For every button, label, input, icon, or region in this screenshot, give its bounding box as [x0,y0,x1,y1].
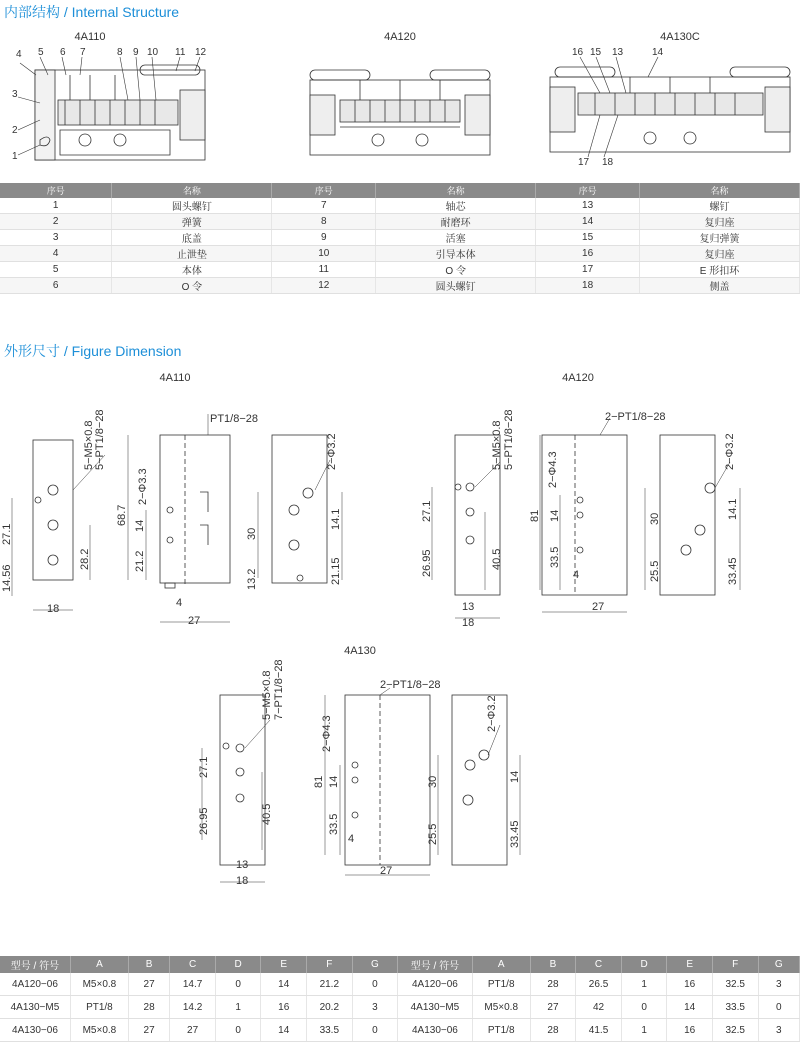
dim-b-d13: 14.1 [727,498,739,520]
table-cell: 0 [352,1019,398,1042]
dim-header-cell: D [215,956,261,973]
dim-c-d11: 30 [427,775,439,788]
table-cell: 16 [667,973,713,996]
parts-header-cell: 名称 [376,183,536,198]
table-cell: 5 [0,262,112,278]
table-cell: 26.5 [576,973,622,996]
dim-b-port2: 5−PT1/8−28 [503,409,515,470]
callout-2: 2 [12,125,18,136]
table-cell: 14 [261,973,307,996]
table-cell: 6 [0,278,112,294]
table-row [0,246,800,262]
table-cell: 底盖 [112,230,272,246]
table-cell: 11 [272,262,376,278]
table-cell: 3 [758,973,800,996]
table-cell: 14 [261,1019,307,1042]
parts-table [0,183,800,294]
table-cell: 4A130−M5 [0,996,70,1019]
table-cell: O 令 [112,278,272,294]
table-cell: 7 [272,198,376,214]
dim-c-pt: 2−PT1/8−28 [380,679,441,691]
table-cell: 41.5 [576,1019,622,1042]
dim-a-d9: 27 [188,615,201,627]
dimension-model-label-1: 4A110 [159,372,191,384]
callout-4: 4 [16,49,22,60]
dim-a-pt: PT1/8−28 [210,413,259,425]
table-cell: 20.2 [307,996,353,1019]
table-cell: 21.2 [307,973,353,996]
table-cell: 3 [758,1019,800,1042]
table-row [0,996,800,1019]
dim-header-cell: 型号 / 符号 [0,956,70,973]
dim-a-hole: 2−Φ3.3 [137,468,149,505]
table-cell: 1 [215,996,261,1019]
table-cell: 4A120−06 [398,973,473,996]
table-cell: 1 [0,198,112,214]
dim-a-d12: 14.1 [330,508,342,530]
table-cell: 复归座 [640,214,800,230]
table-cell: 侧盖 [640,278,800,294]
dim-b-hole2: 2−Φ3.2 [724,433,736,470]
callout-8: 8 [117,47,123,58]
table-cell: PT1/8 [70,996,128,1019]
table-cell: M5×0.8 [70,973,128,996]
dim-header-cell: E [667,956,713,973]
dim-b-d1: 27.1 [421,500,433,522]
table-cell: 14.7 [170,973,216,996]
table-cell: 本体 [112,262,272,278]
callout-1: 1 [12,151,18,162]
dim-a-d11: 13.2 [246,568,258,590]
section-title-internal: 内部结构 / Internal Structure [4,4,180,20]
table-cell: O 令 [376,262,536,278]
section-title-dimension: 外形尺寸 / Figure Dimension [4,343,182,359]
callout-16: 16 [572,47,584,58]
dim-c-d14: 33.45 [509,820,521,848]
structure-drawing-4a120 [300,65,500,160]
dimension-model-label-2: 4A120 [562,372,594,384]
dim-b-hole: 2−Φ4.3 [547,451,559,488]
table-cell: 32.5 [712,1019,758,1042]
table-cell: 4 [0,246,112,262]
callout-3: 3 [12,89,18,100]
table-cell: 17 [536,262,640,278]
structure-drawing-4a130c [540,45,795,170]
dim-b-d7: 14 [549,509,561,522]
dim-a-d8: 4 [176,597,183,609]
table-cell: 4A130−06 [0,1019,70,1042]
dim-a-d10: 30 [246,527,258,540]
dim-a-d7: 21.2 [134,550,146,572]
dim-header-cell: E [261,956,307,973]
table-row [0,278,800,294]
table-row [0,1019,800,1042]
table-cell: 12 [272,278,376,294]
callout-18: 18 [602,157,614,168]
dim-b-d14: 33.45 [727,557,739,585]
parts-header-cell: 序号 [536,183,640,198]
callout-14: 14 [652,47,664,58]
parts-header-cell: 名称 [112,183,272,198]
dim-header-cell: C [170,956,216,973]
dim-a-hole2: 2−Φ3.2 [326,433,338,470]
dim-header-cell: G [758,956,800,973]
dim-c-d6: 81 [313,775,325,788]
table-cell: 耐磨环 [376,214,536,230]
dim-header-cell: B [530,956,576,973]
table-cell: 14 [536,214,640,230]
dim-c-d3: 40.5 [261,803,273,825]
dim-a-d3: 28.2 [79,548,91,570]
dim-a-d6: 14 [134,519,146,532]
table-cell: 16 [667,1019,713,1042]
callout-15: 15 [590,47,602,58]
table-cell: 32.5 [712,973,758,996]
table-cell: 13 [536,198,640,214]
dim-c-d5: 18 [236,875,249,887]
table-cell: 27 [128,973,169,996]
table-cell: 4A130−M5 [398,996,473,1019]
dim-c-d13: 14 [509,770,521,783]
dim-b-d4: 13 [462,601,475,613]
table-cell: 3 [0,230,112,246]
dim-header-cell: D [621,956,667,973]
parts-header-cell: 序号 [0,183,112,198]
table-cell: 弹簧 [112,214,272,230]
callout-11: 11 [175,47,186,58]
dim-c-d12: 25.5 [427,823,439,845]
structure-model-label-3: 4A130C [660,31,700,43]
parts-header-cell: 名称 [640,183,800,198]
table-cell: 复归弹簧 [640,230,800,246]
table-cell: 0 [215,973,261,996]
dim-a-d13: 21.15 [330,557,342,585]
table-cell: 28 [128,996,169,1019]
dim-b-d2: 26.95 [421,549,433,577]
dim-a-d5: 68.7 [116,504,128,526]
dim-a-d2: 14.56 [1,564,13,592]
dim-header-cell: C [576,956,622,973]
structure-model-label-2: 4A120 [384,31,416,43]
structure-drawing-4a110 [0,45,220,170]
table-cell: 28 [530,973,576,996]
dim-c-port2: 7−PT1/8−28 [273,659,285,720]
table-cell: 0 [352,973,398,996]
dim-a-port: 5−M5×0.8 [83,420,95,470]
dim-header-cell: F [712,956,758,973]
structure-model-label-1: 4A110 [74,31,106,43]
table-cell: 9 [272,230,376,246]
dimension-drawing-4a120 [420,400,800,635]
dim-a-port2: 5−PT1/8−28 [94,409,106,470]
dimension-drawing-4a130 [190,659,550,895]
table-row [0,214,800,230]
table-cell: 16 [261,996,307,1019]
parts-table-header-row [0,183,800,198]
dim-header-cell: A [70,956,128,973]
table-cell: 止泄垫 [112,246,272,262]
table-row [0,973,800,996]
table-cell: 圆头螺钉 [376,278,536,294]
dim-b-d10: 27 [592,601,605,613]
table-cell: 10 [272,246,376,262]
dim-c-d10: 27 [380,865,393,877]
table-cell: 18 [536,278,640,294]
table-cell: 圆头螺钉 [112,198,272,214]
callout-13: 13 [612,47,624,58]
dim-b-d3: 40.5 [491,548,503,570]
dim-c-d8: 33.5 [328,813,340,835]
dim-c-d9: 4 [348,833,355,845]
table-cell: M5×0.8 [472,996,530,1019]
dim-b-d5: 18 [462,617,475,629]
callout-7: 7 [80,47,86,58]
dim-c-port: 5−M5×0.8 [261,670,273,720]
table-cell: 4A120−06 [0,973,70,996]
table-cell: 27 [128,1019,169,1042]
table-cell: 复归座 [640,246,800,262]
dim-header-cell: F [307,956,353,973]
table-cell: 8 [272,214,376,230]
table-cell: 33.5 [307,1019,353,1042]
dim-a-d1: 27.1 [1,523,13,545]
table-cell: 27 [530,996,576,1019]
table-row [0,230,800,246]
table-cell: 33.5 [712,996,758,1019]
table-cell: 活塞 [376,230,536,246]
table-cell: 14.2 [170,996,216,1019]
table-cell: 0 [758,996,800,1019]
dimension-table [0,956,800,1042]
dim-b-d8: 33.5 [549,546,561,568]
dim-b-pt: 2−PT1/8−28 [605,411,666,423]
dim-c-d7: 14 [328,775,340,788]
callout-12: 12 [195,47,207,58]
table-row [0,198,800,214]
callout-9: 9 [133,47,139,58]
dim-header-cell: G [352,956,398,973]
dim-header-cell: 型号 / 符号 [398,956,473,973]
table-cell: PT1/8 [472,973,530,996]
dim-c-hole2: 2−Φ3.2 [486,695,498,732]
table-cell: 16 [536,246,640,262]
table-cell: 1 [621,1019,667,1042]
dim-table-header-row [0,956,800,973]
dim-header-cell: B [128,956,169,973]
dim-c-hole: 2−Φ4.3 [321,715,333,752]
dim-a-d4: 18 [47,603,60,615]
dimension-drawing-4a110 [0,400,360,635]
dim-b-d11: 30 [649,512,661,525]
dim-b-d9: 4 [573,569,580,581]
dim-header-cell: A [472,956,530,973]
table-cell: 14 [667,996,713,1019]
table-cell: 引导本体 [376,246,536,262]
table-row [0,262,800,278]
table-cell: PT1/8 [472,1019,530,1042]
table-cell: 0 [215,1019,261,1042]
callout-6: 6 [60,47,66,58]
dim-c-d1: 27.1 [198,756,210,778]
table-cell: 4A130−06 [398,1019,473,1042]
table-cell: 15 [536,230,640,246]
table-cell: 0 [621,996,667,1019]
dim-c-d2: 26.95 [198,807,210,835]
table-cell: E 形扣环 [640,262,800,278]
table-cell: 28 [530,1019,576,1042]
table-cell: 42 [576,996,622,1019]
table-cell: 2 [0,214,112,230]
table-cell: 3 [352,996,398,1019]
callout-10: 10 [147,47,159,58]
dimension-model-label-3: 4A130 [344,645,376,657]
table-cell: M5×0.8 [70,1019,128,1042]
callout-17: 17 [578,157,590,168]
table-cell: 1 [621,973,667,996]
callout-5: 5 [38,47,44,58]
parts-header-cell: 序号 [272,183,376,198]
dim-b-d6: 81 [529,509,541,522]
dim-c-d4: 13 [236,859,249,871]
dim-b-d12: 25.5 [649,560,661,582]
table-cell: 27 [170,1019,216,1042]
dim-b-port: 5−M5×0.8 [491,420,503,470]
table-cell: 轴芯 [376,198,536,214]
table-cell: 螺钉 [640,198,800,214]
